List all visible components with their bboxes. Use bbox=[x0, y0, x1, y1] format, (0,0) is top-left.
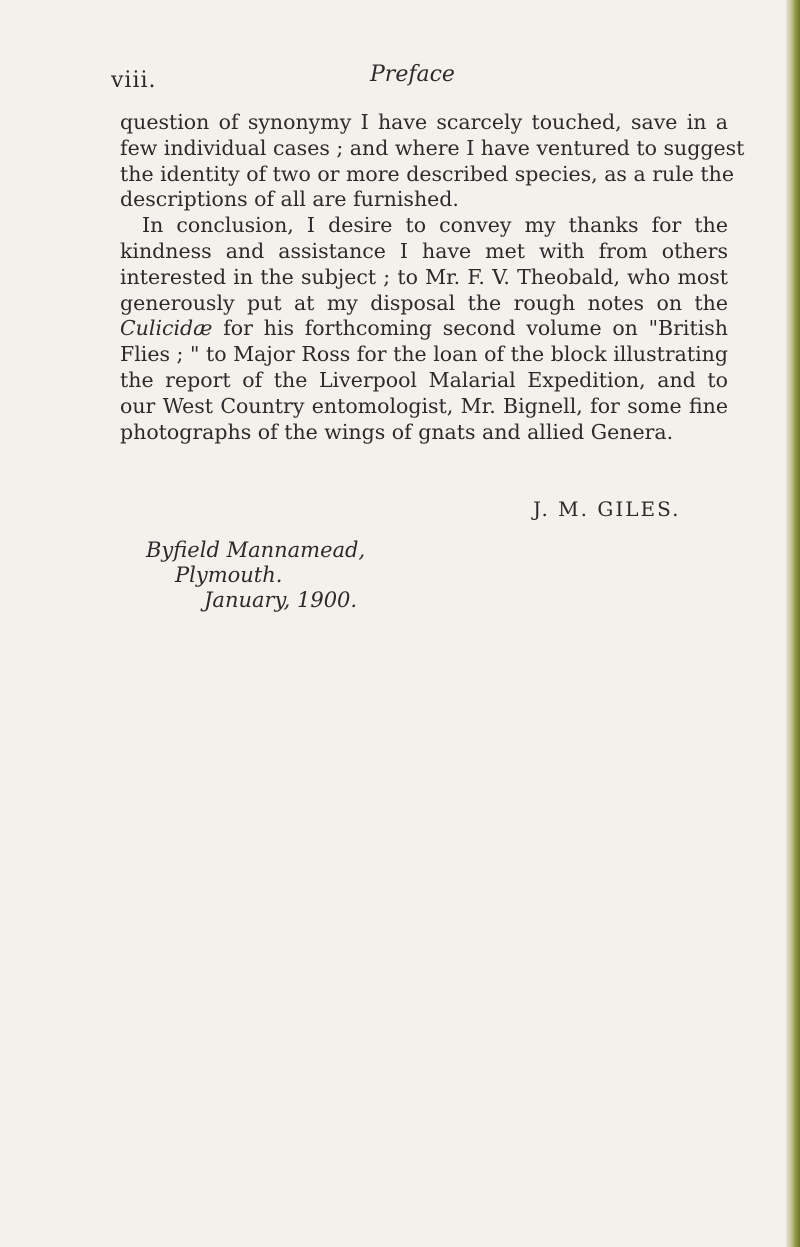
text-line: the identity of two or more described species, as a rule the bbox=[120, 161, 734, 186]
text-line-rest: for his forthcoming second volume on "British bbox=[223, 316, 728, 341]
text-line: the report of the Liverpool Malarial Expedition, and to bbox=[120, 367, 728, 392]
text-line: interested in the subject ; to Mr. F. V. Theobald, who most bbox=[120, 264, 728, 289]
text-line: kindness and assistance I have met with from others bbox=[120, 238, 728, 263]
text-line: few individual cases ; and where I have ventured to suggest bbox=[120, 135, 745, 160]
address-line-2: Plymouth. bbox=[175, 563, 283, 587]
text-line: photographs of the wings of gnats and allied Genera. bbox=[120, 419, 674, 444]
text-line: generously put at my disposal the rough notes on the bbox=[120, 290, 728, 315]
address-line-1: Byfield Mannamead, bbox=[146, 538, 366, 562]
author-signature: J. M. GILES. bbox=[533, 497, 681, 521]
text-line-with-italic bbox=[120, 316, 728, 342]
page-number: viii. bbox=[111, 68, 157, 93]
text-line: question of synonymy I have scarcely touched, save in a bbox=[120, 110, 728, 134]
text-line: descriptions of all are furnished. bbox=[120, 187, 459, 212]
text-line: Flies ; " to Major Ross for the loan of the block illustrating bbox=[120, 342, 728, 367]
text-line: In conclusion, I desire to convey my thanks for the bbox=[142, 213, 728, 238]
book-spine-edge bbox=[786, 0, 800, 1247]
italic-genus-name: Culicidæ bbox=[120, 316, 213, 341]
running-head: Preface bbox=[370, 62, 455, 87]
address-date: January, 1900. bbox=[204, 588, 358, 612]
preface-body bbox=[120, 110, 745, 445]
text-line: our West Country entomologist, Mr. Bignell, for some fine bbox=[120, 393, 728, 418]
